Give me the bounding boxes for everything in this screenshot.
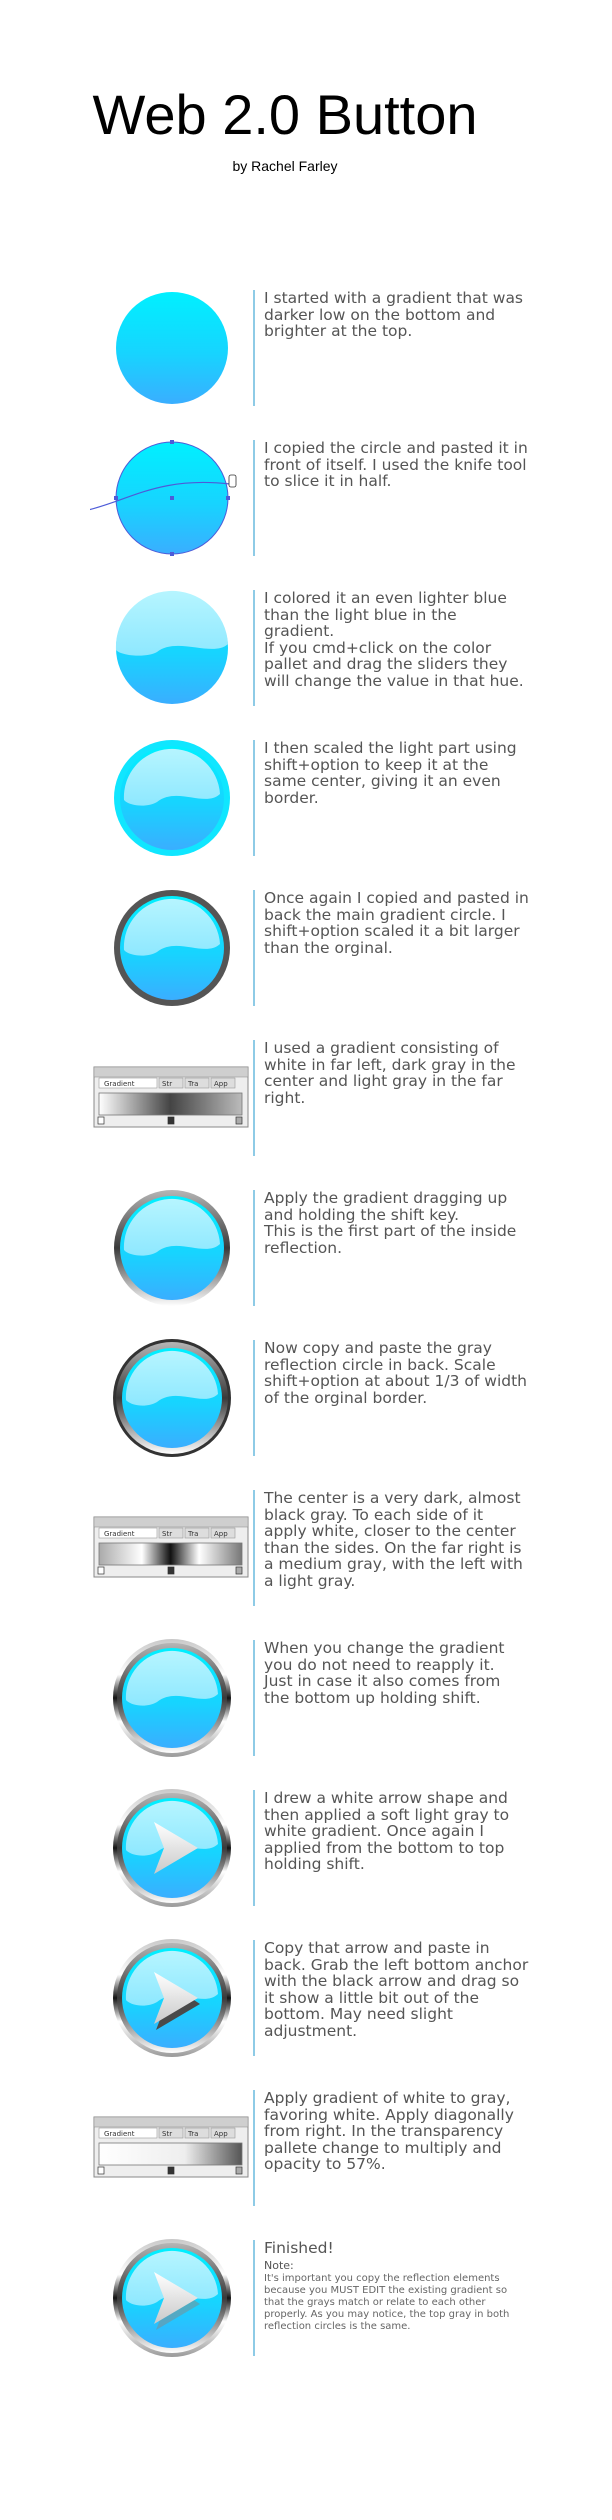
divider-line	[253, 1490, 255, 1606]
button-illustration	[90, 1338, 255, 1458]
step-description	[264, 1790, 529, 1873]
divider-line	[253, 740, 255, 856]
divider-line	[253, 1340, 255, 1456]
step-text-line: If you cmd+click on the color pallet and drag the sliders they will change the value in that hue.	[264, 638, 524, 690]
divider-line	[253, 590, 255, 706]
step-description	[264, 1640, 529, 1706]
author-byline: by Rachel Farley	[232, 158, 338, 174]
panel-tab-transparency: Tra	[188, 2130, 199, 2138]
divider-line	[253, 2090, 255, 2206]
step-text-line: The center is a very dark, almost black gray. To each side of it apply white, closer to the center than the sides. On the far right is a medium gray, with the left with a light gray.	[264, 1489, 523, 1590]
tutorial-step	[90, 1788, 530, 1908]
step-text-line: I drew a white arrow shape and then applied a soft light gray to white gradient. Once again I applied from the bottom to top holding shift.	[264, 1789, 510, 1873]
step-text-line: Copy that arrow and paste in back. Grab the left bottom anchor with the black arrow and drag so it show a little bit out of the bottom. May need slight adjustment.	[264, 1939, 529, 2040]
tutorial-step	[90, 1938, 530, 2058]
button-illustration	[90, 2238, 255, 2358]
button-illustration	[90, 438, 255, 558]
step-description	[264, 2090, 529, 2173]
button-illustration	[90, 1788, 255, 1908]
step-text-line: Now copy and paste the gray reflection circle in back. Scale shift+option at about 1/3 of width of the orginal border.	[264, 1339, 528, 1407]
panel-tab-stroke: Str	[162, 1530, 173, 1538]
tutorial-step	[90, 888, 530, 1008]
step-description	[264, 1040, 529, 1106]
step-text-line: Apply gradient of white to gray, favoring white. Apply diagonally from right. In the transparency pallete change to multiply and opacity to 57%.	[264, 2089, 514, 2173]
gradient-panel-image	[90, 1488, 255, 1608]
step-description	[264, 1490, 529, 1589]
step-text-line: I used a gradient consisting of white in far left, dark gray in the center and light gray in the far right.	[264, 1039, 516, 1107]
tutorial-step	[90, 1638, 530, 1758]
tutorial-step	[90, 588, 530, 708]
step-text-line: When you change the gradient you do not need to reapply it.	[264, 1639, 505, 1674]
panel-tab-appearance: App	[214, 2130, 228, 2138]
panel-tab-appearance: App	[214, 1080, 228, 1088]
step-description	[264, 440, 529, 490]
step-text-line: This is the first part of the inside reflection.	[264, 1222, 517, 1257]
button-illustration	[90, 1938, 255, 2058]
panel-tab-gradient: Gradient	[104, 1080, 135, 1088]
step-description	[264, 2240, 529, 2333]
tutorial-step	[90, 288, 530, 408]
step-description	[264, 1940, 529, 2039]
divider-line	[253, 2240, 255, 2356]
step-description	[264, 290, 529, 340]
panel-tab-gradient: Gradient	[104, 2130, 135, 2138]
button-illustration	[90, 888, 255, 1008]
panel-tab-gradient: Gradient	[104, 1530, 135, 1538]
panel-tab-transparency: Tra	[188, 1080, 199, 1088]
tutorial-step	[90, 1488, 530, 1608]
step-description	[264, 1340, 529, 1406]
step-text-line: I started with a gradient that was darker low on the bottom and brighter at the top.	[264, 289, 524, 340]
panel-tab-appearance: App	[214, 1530, 228, 1538]
divider-line	[253, 440, 255, 556]
step-description	[264, 590, 529, 689]
note-label: Note:	[264, 2258, 294, 2272]
gradient-panel-image	[90, 2088, 255, 2208]
step-text-line: Finished!	[264, 2239, 334, 2257]
button-illustration	[90, 1638, 255, 1758]
divider-line	[253, 1790, 255, 1906]
step-description	[264, 1190, 529, 1256]
step-text-line: Once again I copied and pasted in back the main gradient circle. I shift+option scaled it a bit larger than the orginal.	[264, 889, 529, 957]
button-illustration	[90, 738, 255, 858]
divider-line	[253, 1040, 255, 1156]
button-illustration	[90, 288, 255, 408]
divider-line	[253, 290, 255, 406]
note-text: It's important you copy the reflection elements because you MUST EDIT the existing gradient so that the grays match or relate to each other properly. As you may notice, the top gray in both reflection circles is the same.	[264, 2272, 510, 2332]
panel-tab-stroke: Str	[162, 2130, 173, 2138]
button-illustration	[90, 588, 255, 708]
tutorial-step	[90, 1338, 530, 1458]
tutorial-step	[90, 438, 530, 558]
step-text-line: I colored it an even lighter blue than the light blue in the gradient.	[264, 589, 507, 640]
tutorial-step	[90, 2238, 530, 2358]
step-description	[264, 740, 529, 806]
divider-line	[253, 1640, 255, 1756]
step-text-line: I then scaled the light part using shift+option to keep it at the same center, giving it an even border.	[264, 739, 517, 807]
page-title: Web 2.0 Button	[92, 83, 478, 146]
divider-line	[253, 890, 255, 1006]
tutorial-step	[90, 2088, 530, 2208]
tutorial-step	[90, 1038, 530, 1158]
button-illustration	[90, 1188, 255, 1308]
panel-tab-stroke: Str	[162, 1080, 173, 1088]
gradient-panel-image	[90, 1038, 255, 1158]
step-description	[264, 890, 529, 956]
panel-tab-transparency: Tra	[188, 1530, 199, 1538]
tutorial-step	[90, 1188, 530, 1308]
tutorial-step	[90, 738, 530, 858]
step-text-line: I copied the circle and pasted it in front of itself. I used the knife tool to slice it in half.	[264, 439, 528, 490]
step-text-line: Apply the gradient dragging up and holding the shift key.	[264, 1189, 508, 1224]
divider-line	[253, 1940, 255, 2056]
step-text-line: Just in case it also comes from the bottom up holding shift.	[264, 1672, 501, 1707]
divider-line	[253, 1190, 255, 1306]
